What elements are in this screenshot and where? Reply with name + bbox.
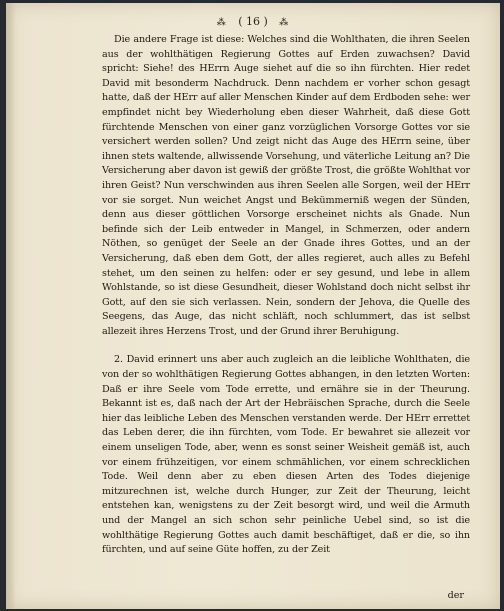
page-header	[6, 15, 500, 28]
ornament-left: ⁂	[216, 18, 227, 28]
book-page	[6, 3, 500, 609]
paragraph-2: 2. David erinnert uns aber auch zugleich an die leibliche Wohlthaten, die von der so wohlthätigen Regierung Gottes abhangen, in den letzten Worten: Daß er ihre Seele vom Tode errette, und ernähre sie in der Theurung. Bekannt ist es, daß nach der Art der Hebräischen Sprache, durch die Seele hier das leibliche Leben des Menschen verstanden werde. Der HErr errettet das Leben derer, die ihn fürchten, vom Tode. Er bewahret sie allezeit vor einem unseligen Tode, aber, wenn es sonst seiner Weisheit gemäß ist, auch vor einem frühzeitigen, vor einem schmählichen, vor einem schrecklichen Tode. Weil denn aber zu eben diesen Arten des Todes diejenige mitzurechnen ist, welche durch Hunger, zur Zeit der Theurung, leicht entstehen kan, wenigstens zu der Zeit besorgt wird, und weil die Armuth und der Mangel an sich schon sehr peinliche Uebel sind, so ist die wohlthätige Regierung Gottes auch damit beschäftiget, daß er die, so ihn fürchten, und auf seine Güte hoffen, zu der Zeit	[102, 354, 470, 556]
page-number: ( 16 )	[238, 15, 268, 28]
body-text	[102, 33, 470, 558]
page-gutter-shadow	[6, 3, 16, 609]
catchword: der	[447, 590, 464, 601]
ornament-right: ⁂	[279, 18, 290, 28]
paragraph-1: Die andere Frage ist diese: Welches sind die Wohlthaten, die ihren Seelen aus der wohlthätigen Regierung Gottes auf Erden zuwachsen? David spricht: Siehe! des HErrn Auge siehet auf die so ihn fürchten. Hier redet David mit besonderm Nachdruck. Denn nachdem er vorher schon gesagt hatte, daß der HErr auf aller Menschen Kinder auf dem Erdboden sehe: wer empfindet nicht bey Wiederholung eben dieser Wahrheit, daß diese Gott fürchtende Menschen von einer ganz vorzüglichen Vorsorge Gottes vor sie versichert werden sollen? Und zeigt nicht das Auge des HErrn seine, über ihnen stets waltende, allwissende Vorsehung, und väterliche Leitung an? Die Versicherung aber davon ist gewiß der größte Trost, die größte Wohlthat vor ihren Geist? Nun verschwinden aus ihren Seelen alle Sorgen, weil der HErr vor sie sorget. Nun weichet Angst und Bekümmerniß wegen der Sünden, denn aus dieser göttlichen Vorsorge erscheinet nichts als Gnade. Nun befinde sich der Leib entweder in Mangel, in Schmerzen, oder andern Nöthen, so genüget der Seele an der Gnade ihres Gottes, und an der Versicherung, daß eben dem Gott, der alles regieret, auch alles zu Befehl stehet, um den seinen zu helfen: oder er sey gesund, und lebe in allem Wohlstande, so ist diese Gesundheit, dieser Wohlstand doch nicht selbst ihr Gott, auf den sie sich verlassen. Nein, sondern der Jehova, die Quelle des Seegens, das Auge, das nicht schläft, noch schlummert, das ist selbst allezeit ihres Herzens Trost, und der Grund ihrer Beruhigung.	[102, 34, 470, 337]
